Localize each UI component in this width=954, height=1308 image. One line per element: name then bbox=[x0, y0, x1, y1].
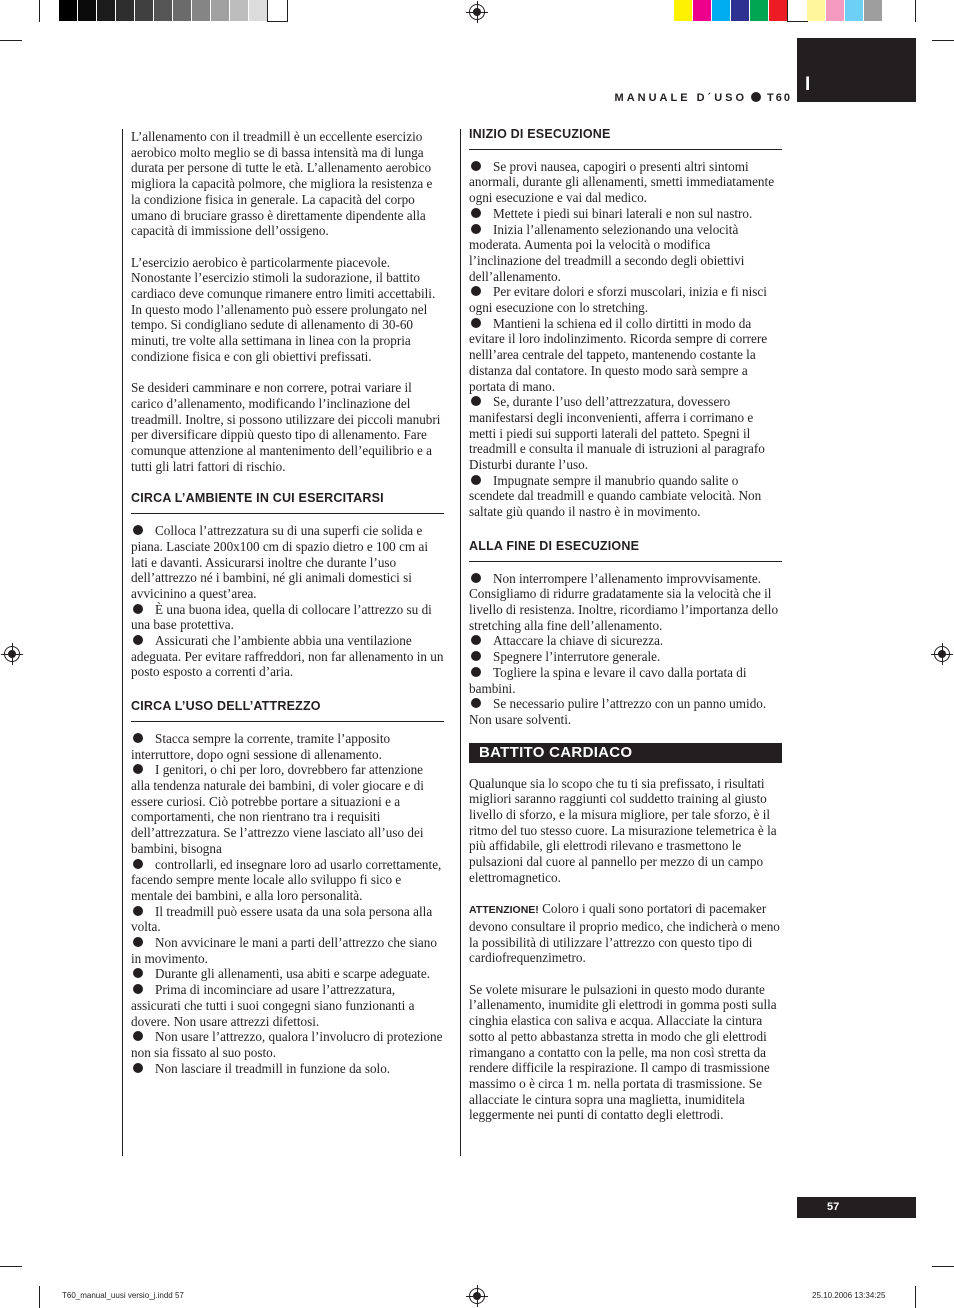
language-tab-label: I bbox=[805, 74, 811, 95]
list-item: Mettete i piedi sui binari laterali e non sul nastro. bbox=[469, 206, 782, 222]
bullet-icon bbox=[471, 161, 481, 171]
list-item: Attaccare la chiave di sicurezza. bbox=[469, 633, 782, 649]
page-number: 57 bbox=[797, 1197, 916, 1218]
section-heading-end: ALLA FINE DI ESECUZIONE bbox=[469, 539, 782, 562]
language-tab bbox=[797, 38, 916, 102]
bullet-icon bbox=[471, 651, 481, 661]
bullet-icon bbox=[751, 92, 761, 102]
section-heading-start: INIZIO DI ESECUZIONE bbox=[469, 127, 782, 150]
list-item: Se necessario pulire l’attrezzo con un panno umido. Non usare solventi. bbox=[469, 696, 767, 727]
model-label: T60 bbox=[767, 92, 792, 104]
list-item: Non usare l’attrezzo, qualora l’involucro di protezione non sia fissato al suo posto. bbox=[131, 1029, 443, 1060]
heart-rate-paragraph: Qualunque sia lo scopo che tu ti sia prefissato, i risultati migliori saranno raggiunti col suddetto training al giusto livello di sforzo, e la misura migliore, per tale sforzo, è il ritmo del tuo stesso cuore. La misurazione telemetrica è la più affidabile, gli elettrodi rilevano e trasmettono le pulsazioni dal cuore al pannello per mezzo di un campo elettromagnetico. bbox=[469, 775, 777, 885]
bullet-icon bbox=[471, 475, 481, 485]
crop-mark bbox=[39, 0, 40, 22]
color-swatch bbox=[712, 0, 731, 21]
bullet-icon bbox=[471, 573, 481, 583]
list-item: Per evitare dolori e sforzi muscolari, inizia e fi nisci ogni esecuzione con lo stretching. bbox=[469, 284, 767, 316]
section-heading-environment: CIRCA L’AMBIENTE IN CUI ESERCITARSI bbox=[131, 491, 444, 514]
color-swatch bbox=[674, 0, 693, 21]
bullet-icon bbox=[471, 208, 481, 218]
color-swatch bbox=[154, 0, 173, 21]
bullet-icon bbox=[133, 635, 143, 645]
color-swatch bbox=[268, 0, 287, 21]
running-header bbox=[615, 92, 792, 104]
color-swatch bbox=[788, 0, 807, 21]
bullet-icon bbox=[133, 859, 143, 869]
bullet-icon bbox=[471, 286, 481, 296]
color-swatch bbox=[78, 0, 97, 21]
list-item: Prima di incominciare ad usare l’attrezzatura, assicurati che tutti i suoi congegni siano funzionanti a dovere. Non usare attrezzi difettosi. bbox=[131, 982, 415, 1029]
print-timestamp: 25.10.2006 13:34:25 bbox=[812, 1291, 886, 1300]
bullet-icon bbox=[471, 396, 481, 406]
color-swatch bbox=[116, 0, 135, 21]
section-banner-heart-rate: BATTITO CARDIACO bbox=[469, 743, 782, 763]
attention-label: ATTENZIONE! bbox=[469, 904, 539, 917]
column-rule bbox=[460, 129, 461, 1156]
color-swatch bbox=[192, 0, 211, 21]
bullet-icon bbox=[133, 733, 143, 743]
bullet-icon bbox=[133, 525, 143, 535]
attention-paragraph bbox=[469, 901, 782, 966]
color-swatch bbox=[845, 0, 864, 21]
list-item: Se, durante l’uso dell’attrezzatura, dovessero manifestarsi degli inconvenienti, afferra i corrimano e metti i piedi sui supporti laterali del patteto. Spegni il treadmill e consulta il manuale di istruzioni al paragrafo Disturbi durante l’uso. bbox=[469, 394, 765, 473]
list-item: I genitori, o chi per loro, dovrebbero far attenzione alla tendenza naturale dei bambini, di voler giocare e di essere curiosi. Ciò potrebbe portare a situazioni e a comportamenti, che non rientrano tra i requisiti dell’attrezzatura. Se l’attrezzo viene lasciato all’uso dei bambini, bisogna bbox=[131, 762, 424, 856]
registration-mark-icon bbox=[469, 4, 485, 20]
crop-mark bbox=[915, 1286, 916, 1308]
file-slug: T60_manual_uusi versio_j.indd 57 bbox=[62, 1291, 184, 1300]
list-item: Mantieni la schiena ed il collo dirtitti in modo da evitare il loro indolinzimento. Ricorda sempre di correre nelll’area centrale del tappeto, mantenendo costante la distanza dal contatore. In questo modo sarà sempre a portata di mano. bbox=[469, 315, 768, 394]
list-item: Non interrompere l’allenamento improvvisamente. Consigliamo di ridurre gradatamente sia la velocità che il livello di resistenza. Inoltre, ricordiamo l’importanza dello stretching alla fine dell’allenamento. bbox=[469, 570, 779, 633]
bullet-icon bbox=[471, 318, 481, 328]
list-item: Stacca sempre la corrente, tramite l’apposito interruttore, dopo ogni sessione di allenamento. bbox=[131, 730, 391, 762]
list-item: Togliere la spina e levare il cavo dalla portata di bambini. bbox=[469, 664, 747, 696]
left-column bbox=[131, 129, 444, 1076]
color-swatch bbox=[249, 0, 268, 21]
intro-paragraph: L’allenamento con il treadmill è un eccellente esercizio aerobico molto meglio se di bassa intensità ma di lunga durata per persone di tutte le età. L’allenamento aerobico migliora la capacità polmore, che migliora la resistenza e la condizione fisica in generale. La capacità del corpo umano di bruciare grasso è direttamente dipendente alla capacità di immissione dell’ossigeno. bbox=[131, 129, 433, 239]
list-item: Inizia l’allenamento selezionando una velocità moderata. Aumenta poi la velocità o modifica l’inclinazione del treadmill a secondo degli obiettivi dell’allenamento. bbox=[469, 221, 745, 284]
color-swatch bbox=[750, 0, 769, 21]
bullet-icon bbox=[471, 698, 481, 708]
color-swatch bbox=[59, 0, 78, 21]
grayscale-color-bar bbox=[59, 0, 287, 21]
bullet-icon bbox=[133, 984, 143, 994]
registration-mark-icon bbox=[469, 1288, 485, 1304]
bullet-icon bbox=[471, 635, 481, 645]
list-item: Se provi nausea, capogiri o presenti altri sintomi anormali, durante gli allenamenti, smetti immediatamente ogni esecuzione e vai dal medico. bbox=[469, 158, 775, 206]
color-swatch bbox=[693, 0, 712, 21]
list-item: Impugnate sempre il manubrio quando salite o scendete dal treadmill e quando cambiate velocità. Non saltate giù quando il nastro è in movimento. bbox=[469, 472, 762, 520]
section-heading-usage: CIRCA L’USO DELL’ATTREZZO bbox=[131, 699, 444, 722]
bullet-icon bbox=[133, 1063, 143, 1073]
column-rule bbox=[122, 129, 123, 1156]
process-color-bar bbox=[674, 0, 883, 21]
color-swatch bbox=[807, 0, 826, 21]
intro-paragraph: Se desideri camminare e non correre, potrai variare il carico d’allenamento, modificando l’inclinazione del treadmill. Inoltre, si possono utilizzare dei piccoli manubri per diversificare dippiù questo tipo di allenamento. Fare comunque attenzione al mantenimento dell’equilibrio e a tutti gli latri fattori di rischio. bbox=[131, 380, 441, 474]
right-column bbox=[469, 127, 782, 1123]
crop-mark bbox=[915, 0, 916, 22]
list-item: Spegnere l’interrutore generale. bbox=[469, 649, 782, 665]
list-item: controllarli, ed insegnare loro ad usarlo correttamente, facendo sempre mente locale allo sviluppo fi sico e mentale dei bambini, e alla loro personalità. bbox=[131, 856, 442, 903]
crop-mark bbox=[0, 1266, 22, 1267]
color-swatch bbox=[826, 0, 845, 21]
color-swatch bbox=[211, 0, 230, 21]
color-swatch bbox=[230, 0, 249, 21]
crop-mark bbox=[0, 40, 22, 41]
color-swatch bbox=[173, 0, 192, 21]
list-item: Non avvicinare le mani a parti dell’attrezzo che siano in movimento. bbox=[131, 935, 437, 966]
bullet-icon bbox=[133, 604, 143, 614]
color-swatch bbox=[135, 0, 154, 21]
list-item: Colloca l’attrezzatura su di una superfi cie solida e piana. Lasciate 200x100 cm di spazio dietro e 100 cm ai lati e davanti. Assicurarsi inoltre che durante l’uso dell’attrezzo né i bambini, né gli animali domestici si avvicinino a quest’area. bbox=[131, 523, 428, 601]
list-item: Non lasciare il treadmill in funzione da solo. bbox=[131, 1061, 444, 1077]
bullet-icon bbox=[471, 667, 481, 677]
crop-mark bbox=[932, 40, 954, 41]
list-item: Il treadmill può essere usata da una sola persona alla volta. bbox=[131, 903, 433, 935]
list-item: È una buona idea, quella di collocare l’attrezzo su di una base protettiva. bbox=[131, 601, 432, 633]
crop-mark bbox=[932, 1266, 954, 1267]
list-item: Assicurati che l’ambiente abbia una ventilazione adeguata. Per evitare raffreddori, non far allenamento in un posto esposto a correnti d’aria. bbox=[131, 633, 444, 680]
color-swatch bbox=[731, 0, 750, 21]
intro-paragraph: L’esercizio aerobico è particolarmente piacevole. Nonostante l’esercizio stimoli la sudorazione, il battito cardiaco deve comunque rimanere entro limiti accettabili. In questo modo l’allenamento può essere prolungato nel tempo. Si condigliano sedute di allenamento di 30-60 minuti, tre volte alla settimana in linea con la propria condizione fisica e con gli obiettivi prefissati. bbox=[131, 254, 436, 364]
bullet-icon bbox=[133, 764, 143, 774]
bullet-icon bbox=[133, 968, 143, 978]
crop-mark bbox=[39, 1286, 40, 1308]
bullet-icon bbox=[471, 224, 481, 234]
registration-mark-icon bbox=[934, 646, 950, 662]
color-swatch bbox=[97, 0, 116, 21]
bullet-icon bbox=[133, 906, 143, 916]
color-swatch bbox=[864, 0, 883, 21]
manual-label: MANUALE D´USO bbox=[614, 92, 748, 104]
list-item: Durante gli allenamenti, usa abiti e scarpe adeguate. bbox=[131, 966, 444, 982]
heart-rate-paragraph: Se volete misurare le pulsazioni in questo modo durante l’allenamento, inumidite gli elettrodi in gomma posti sulla cinghia elastica con saliva e acqua. Allacciate la cintura sotto al petto abbastanza stretta in modo che gli elettrodi rimangano a contatto con la pelle, ma non così stretta da rendere difficile la respirazione. Il campo di trasmissione massimo o è circa 1 m. nella portata di trasmissione. Se allacciate le cintura sopra una maglietta, inumiditela leggermente nei punti di contatto degli elettrodi. bbox=[469, 981, 777, 1123]
color-swatch bbox=[769, 0, 788, 21]
attention-text: Coloro i quali sono portatori di pacemaker devono consultare il proprio medico, che indicherà o meno la possibilità di utilizzare l’attrezzo con questo tipo di cardiofrequenzimetro. bbox=[469, 901, 780, 966]
bullet-icon bbox=[133, 1031, 143, 1041]
registration-mark-icon bbox=[4, 646, 20, 662]
bullet-icon bbox=[133, 937, 143, 947]
